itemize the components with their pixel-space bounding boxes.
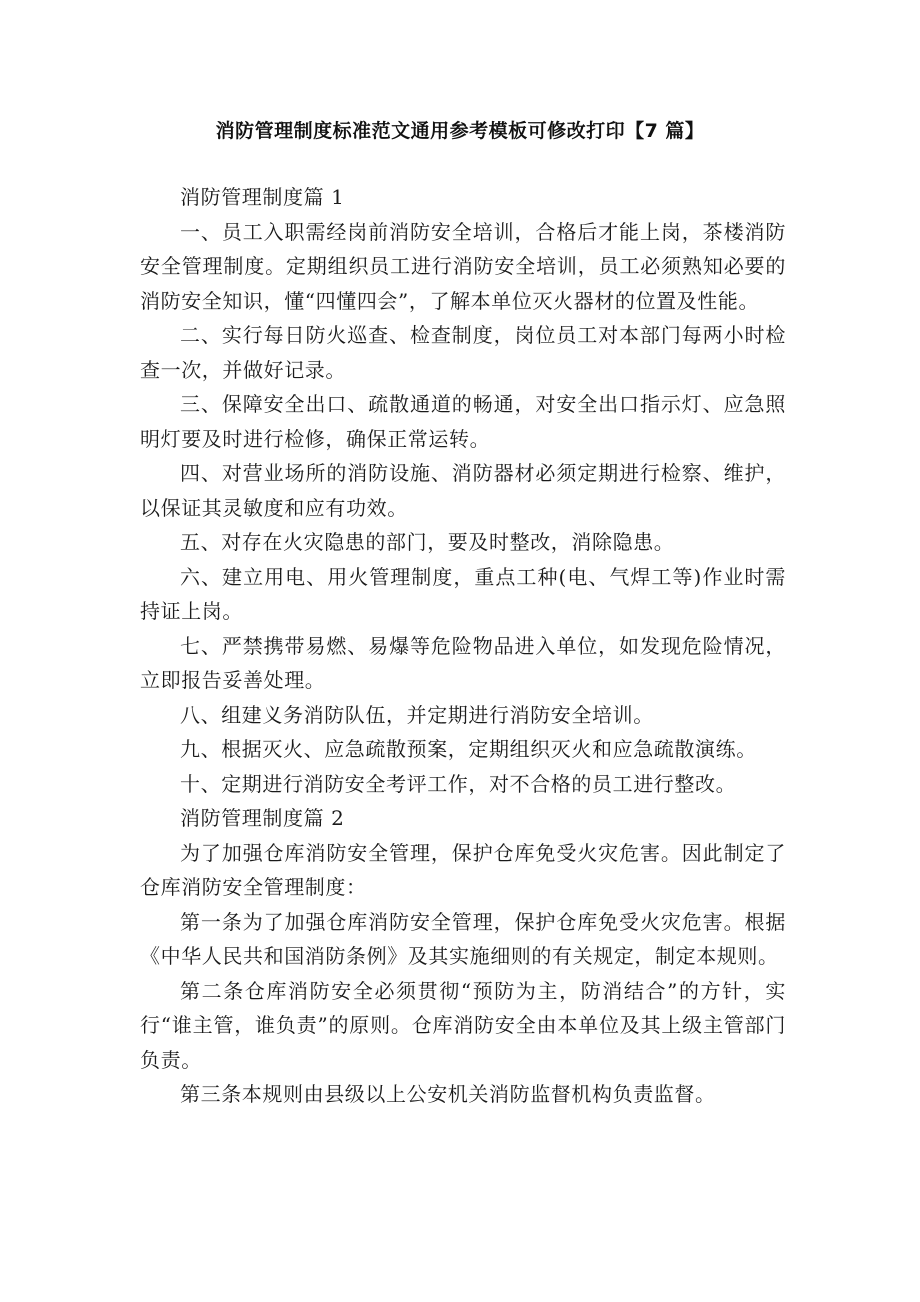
paragraph: 二、实行每日防火巡查、检查制度，岗位员工对本部门每两小时检查一次，并做好记录。 — [140, 323, 786, 382]
paragraph: 七、严禁携带易燃、易爆等危险物品进入单位，如发现危险情况，立即报告妥善处理。 — [140, 633, 786, 692]
paragraph: 九、根据灭火、应急疏散预案，定期组织灭火和应急疏散演练。 — [180, 737, 757, 761]
paragraph: 第一条为了加强仓库消防安全管理，保护仓库免受火灾危害。根据《中华人民共和国消防条例》及其实施细则的有关规定，制定本规则。 — [140, 909, 786, 968]
section-heading: 消防管理制度篇 1 — [180, 185, 345, 209]
paragraph: 八、组建义务消防队伍，并定期进行消防安全培训。 — [180, 702, 654, 727]
paragraph: 六、建立用电、用火管理制度，重点工种(电、气焊工等)作业时需持证上岗。 — [140, 564, 786, 623]
paragraph: 第三条本规则由县级以上公安机关消防监督机构负责监督。 — [180, 1082, 716, 1106]
paragraph: 第二条仓库消防安全必须贯彻“预防为主，防消结合”的方针，实行“谁主管，谁负责”的原则。仓库消防安全由本单位及其上级主管部门负责。 — [140, 978, 786, 1072]
paragraph: 一、员工入职需经岗前消防安全培训，合格后才能上岗，茶楼消防安全管理制度。定期组织员工进行消防安全培训，员工必须熟知必要的消防安全知识，懂“四懂四会”，了解本单位灭火器材的位置及性能。 — [140, 219, 786, 313]
paragraph: 三、保障安全出口、疏散通道的畅通，对安全出口指示灯、应急照明灯要及时进行检修，确保正常运转。 — [140, 392, 786, 451]
document-body — [140, 180, 786, 1112]
paragraph: 为了加强仓库消防安全管理，保护仓库免受火灾危害。因此制定了仓库消防安全管理制度： — [140, 840, 786, 899]
paragraph: 十、定期进行消防安全考评工作，对不合格的员工进行整改。 — [180, 771, 737, 796]
paragraph: 四、对营业场所的消防设施、消防器材必须定期进行检察、维护，以保证其灵敏度和应有功效。 — [140, 461, 786, 520]
document-title: 消防管理制度标准范文通用参考模板可修改打印【7 篇】 — [215, 120, 705, 142]
paragraph: 五、对存在火灾隐患的部门，要及时整改，消除隐患。 — [180, 530, 675, 554]
section-heading: 消防管理制度篇 2 — [180, 806, 345, 830]
